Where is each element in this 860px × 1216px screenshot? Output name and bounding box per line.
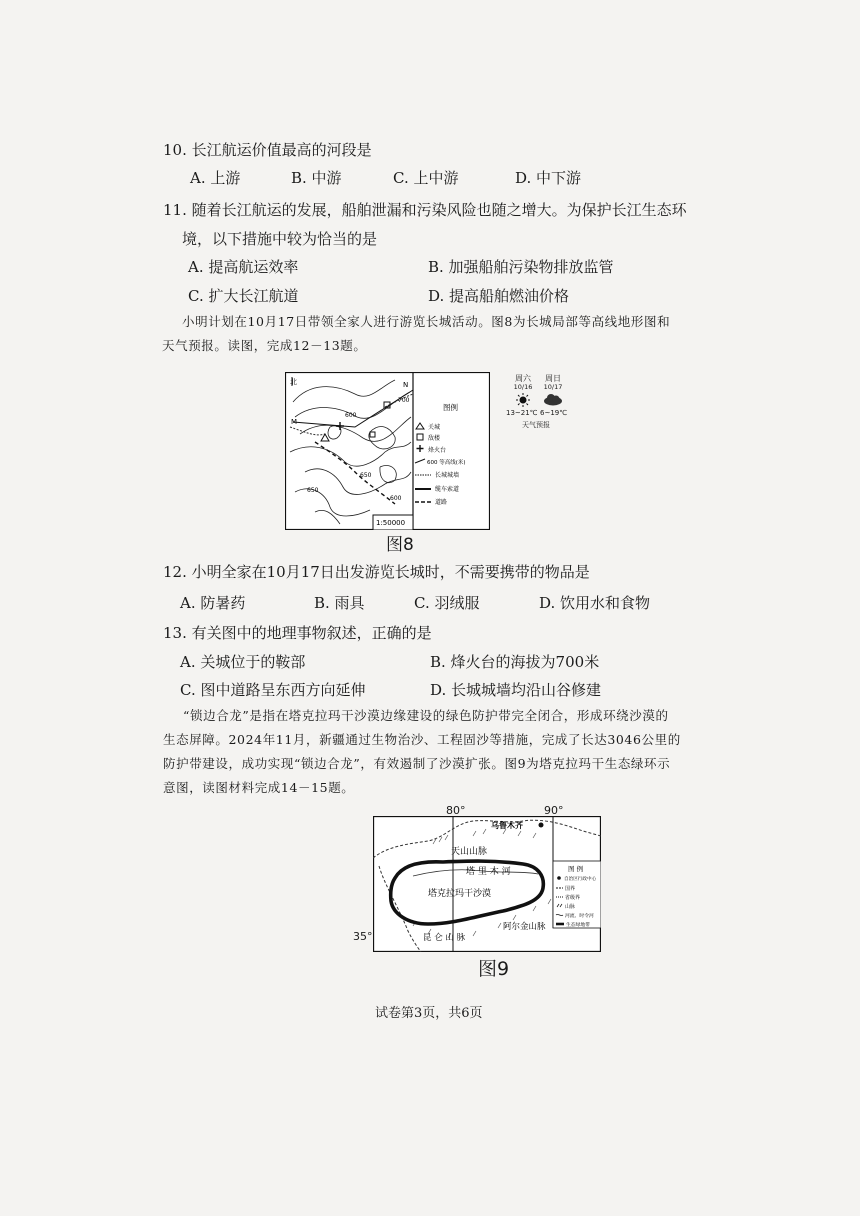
q13-option-d: D. 长城城墙均沿山谷修建 <box>430 681 602 699</box>
contour-label: 700 <box>398 397 410 404</box>
tianshan-label: 天山山脉 <box>451 847 488 857</box>
fig9-legend-item: 省级界 <box>565 895 581 901</box>
contour-label: 600 <box>390 495 402 502</box>
q13-option-c: C. 图中道路呈东西方向延伸 <box>180 681 366 699</box>
weather-title: 天气预报 <box>522 421 550 429</box>
material-1-line: 小明计划在10月17日带领全家人进行游览长城活动。图8为长城局部等高线地形图和 <box>182 314 671 329</box>
weather-day2-date: 10/17 <box>543 383 563 391</box>
tarim-river-label: 塔 里 木 河 <box>466 867 511 877</box>
material-1-line: 天气预报。读图，完成12－13题。 <box>162 338 367 353</box>
figure-8-contour-map <box>285 372 490 530</box>
q11-option-b: B. 加强船舶污染物排放监管 <box>428 258 614 276</box>
weather-day2-temp: 6~19℃ <box>540 409 568 417</box>
q13-option-b: B. 烽火台的海拔为700米 <box>430 653 600 671</box>
legend-item: 600 等高线(米) <box>427 460 466 466</box>
material-paragraph-2 <box>163 704 723 800</box>
q11-option-a: A. 提高航运效率 <box>188 258 299 276</box>
point-n-label: N <box>403 381 409 389</box>
q10-option-b: B. 中游 <box>291 169 342 187</box>
weather-day2 <box>542 374 564 392</box>
figure-8-caption: 图8 <box>386 535 414 555</box>
longitude-80: 80° <box>446 804 466 817</box>
contour-label: 650 <box>307 487 319 494</box>
latitude-35: 35° <box>353 930 373 943</box>
q11-option-d: D. 提高船舶燃油价格 <box>428 287 570 305</box>
taklamakan-desert-label: 塔克拉玛干沙漠 <box>428 889 492 899</box>
legend-item: 缆车索道 <box>435 486 460 493</box>
contour-label: 650 <box>360 472 372 479</box>
question-10-stem: 10. 长江航运价值最高的河段是 <box>163 141 372 159</box>
q11-option-c: C. 扩大长江航道 <box>188 287 299 305</box>
material-2-line: 意图，读图材料完成14－15题。 <box>163 780 355 795</box>
contour-label: 600 <box>345 412 357 419</box>
q12-option-a: A. 防暑药 <box>180 594 246 612</box>
weather-day2-name: 周日 <box>545 374 561 383</box>
q12-option-d: D. 饮用水和食物 <box>539 594 651 612</box>
legend-item: 长城城墙 <box>435 472 460 479</box>
weather-day1-temp: 13~21℃ <box>506 409 538 417</box>
material-2-line: “锁边合龙”是指在塔克拉玛干沙漠边缘建设的绿色防护带完全闭合，形成环绕沙漠的 <box>183 708 669 723</box>
weather-day1 <box>512 374 534 392</box>
fig9-legend-item: 国界 <box>565 886 576 892</box>
fig9-legend-item: 山脉 <box>565 904 576 910</box>
question-13-stem: 13. 有关图中的地理事物叙述，正确的是 <box>163 624 432 642</box>
q10-option-c: C. 上中游 <box>393 169 459 187</box>
q12-option-b: B. 雨具 <box>314 594 365 612</box>
fig9-legend-item: 自治区行政中心 <box>564 877 597 882</box>
fig9-legend-title: 图 例 <box>568 865 584 873</box>
point-m-label: M <box>291 418 298 426</box>
legend-item: 道路 <box>435 499 448 506</box>
map-scale: 1:50000 <box>376 519 406 527</box>
legend-item: 烽火台 <box>428 447 447 454</box>
weather-forecast <box>500 374 580 434</box>
question-11-stem-line1: 11. 随着长江航运的发展，船舶泄漏和污染风险也随之增大。为保护长江生态环 <box>163 201 687 219</box>
weather-day1-date: 10/16 <box>513 383 533 391</box>
altun-mountains-label: 阿尔金山脉 <box>503 922 546 932</box>
urumqi-label: 乌鲁木齐 <box>491 821 523 830</box>
north-arrow-label: 北 <box>290 378 297 386</box>
legend-item: 关城 <box>428 424 441 431</box>
figure-9-taklamakan-map <box>373 816 601 952</box>
q13-option-a: A. 关城位于的鞍部 <box>180 653 306 671</box>
longitude-90: 90° <box>544 804 564 817</box>
q10-option-a: A. 上游 <box>190 169 241 187</box>
q10-option-d: D. 中下游 <box>515 169 582 187</box>
material-2-line: 防护带建设，成功实现“锁边合龙”，有效遏制了沙漠扩张。图9为塔克拉玛干生态绿环示 <box>163 756 671 771</box>
fig9-legend-item: 生态绿地带 <box>566 923 590 928</box>
legend-item: 敌楼 <box>428 435 441 442</box>
material-paragraph-1 <box>162 310 722 358</box>
weather-day1-name: 周六 <box>515 374 531 383</box>
sunny-icon <box>514 393 532 407</box>
legend-title: 图例 <box>443 403 458 412</box>
kunlun-mountains-label: 昆 仑 山 脉 <box>423 933 466 943</box>
figure-9-caption: 图9 <box>478 958 510 980</box>
question-11-stem-line2: 境，以下措施中较为恰当的是 <box>182 230 378 248</box>
cloudy-icon <box>543 394 563 406</box>
page-footer: 试卷第3页，共6页 <box>375 1006 483 1021</box>
q12-option-c: C. 羽绒服 <box>414 594 480 612</box>
fig9-legend-item: 河流、时令河 <box>565 914 594 919</box>
material-2-line: 生态屏障。2024年11月，新疆通过生物治沙、工程固沙等措施，完成了长达3046公里的 <box>163 732 681 747</box>
question-12-stem: 12. 小明全家在10月17日出发游览长城时，不需要携带的物品是 <box>163 563 590 581</box>
